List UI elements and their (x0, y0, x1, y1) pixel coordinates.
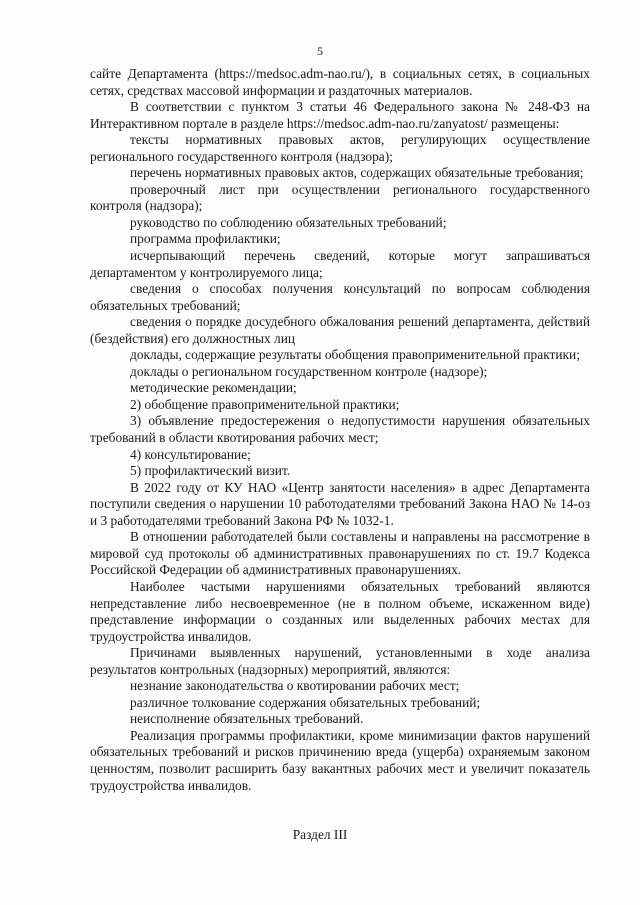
page-number: 5 (317, 44, 323, 58)
list-item: различное толкование содержания обязательных требований; (130, 694, 481, 710)
body-text (90, 66, 590, 794)
paragraph: В соответствии с пунктом 3 статьи 46 Федерального закона № 248-ФЗ на Интерактивном портале в разделе https://medsoc.adm-nao.ru/zanyatost/ размещены: (90, 99, 590, 131)
paragraph: В 2022 году от КУ НАО «Центр занятости населения» в адрес Департамента поступили сведения о нарушении 10 работодателями требований Закона НАО № 14-оз и 3 работодателями требований Закона РФ № 1032-1. (90, 479, 590, 528)
list-item: тексты нормативных правовых актов, регулирующих осуществление регионального государственного контроля (надзора); (90, 132, 590, 164)
list-item: сведения о способах получения консультаций по вопросам соблюдения обязательных требований; (90, 281, 590, 313)
list-item: методические рекомендации; (130, 380, 297, 396)
list-item: неисполнение обязательных требований. (130, 711, 364, 727)
list-item: сведения о порядке досудебного обжалования решений департамента, действий (бездействия) его должностных лиц (90, 314, 590, 346)
list-item: программа профилактики; (130, 231, 281, 247)
paragraph: В отношении работодателей были составлены и направлены на рассмотрение в мировой суд протоколы об административных правонарушениях по ст. 19.7 Кодекса Российской Федерации об административных правонарушениях. (90, 529, 590, 578)
list-item: доклады о региональном государственном контроле (надзоре); (130, 363, 488, 379)
list-item: 3) объявление предостережения о недопустимости нарушения обязательных требований в области квотирования рабочих мест; (90, 413, 590, 446)
paragraph: Наиболее частыми нарушениями обязательных требований являются непредставление либо несвоевременное (не в полном объеме, искаженном виде) представление информации о созданных или выделенных рабочих местах для трудоустройства инвалидов. (90, 578, 590, 644)
list-item: 5) профилактический визит. (130, 463, 291, 479)
list-item: перечень нормативных правовых актов, содержащих обязательные требования; (130, 165, 584, 181)
list-item: руководство по соблюдению обязательных требований; (130, 214, 447, 230)
paragraph: Реализация программы профилактики, кроме минимизации фактов нарушений обязательных требований и рисков причинению вреда (ущерба) охраняемым законом ценностям, позволит расширить базу вакантных рабочих мест и увеличит показатель трудоустройства инвалидов. (90, 727, 590, 793)
list-item: исчерпывающий перечень сведений, которые могут запрашиваться департаментом у контролируемого лица; (90, 248, 590, 280)
list-item: 4) консультирование; (130, 446, 251, 462)
list-item: 2) обобщение правоприменительной практики; (130, 396, 400, 412)
list-item: доклады, содержащие результаты обобщения правоприменительной практики; (130, 347, 580, 363)
paragraph: сайте Департамента (https://medsoc.adm-nao.ru/), в социальных сетях, в социальных сетях, средствах массовой информации и раздаточных материалов. (90, 66, 590, 98)
section-heading: Раздел III (292, 827, 348, 842)
list-item: незнание законодательства о квотировании рабочих мест; (130, 678, 460, 694)
list-item: проверочный лист при осуществлении регионального государственного контроля (надзора); (90, 181, 590, 214)
paragraph: Причинами выявленных нарушений, установленными в ходе анализа результатов контрольных (надзорных) мероприятий, являются: (90, 645, 590, 677)
